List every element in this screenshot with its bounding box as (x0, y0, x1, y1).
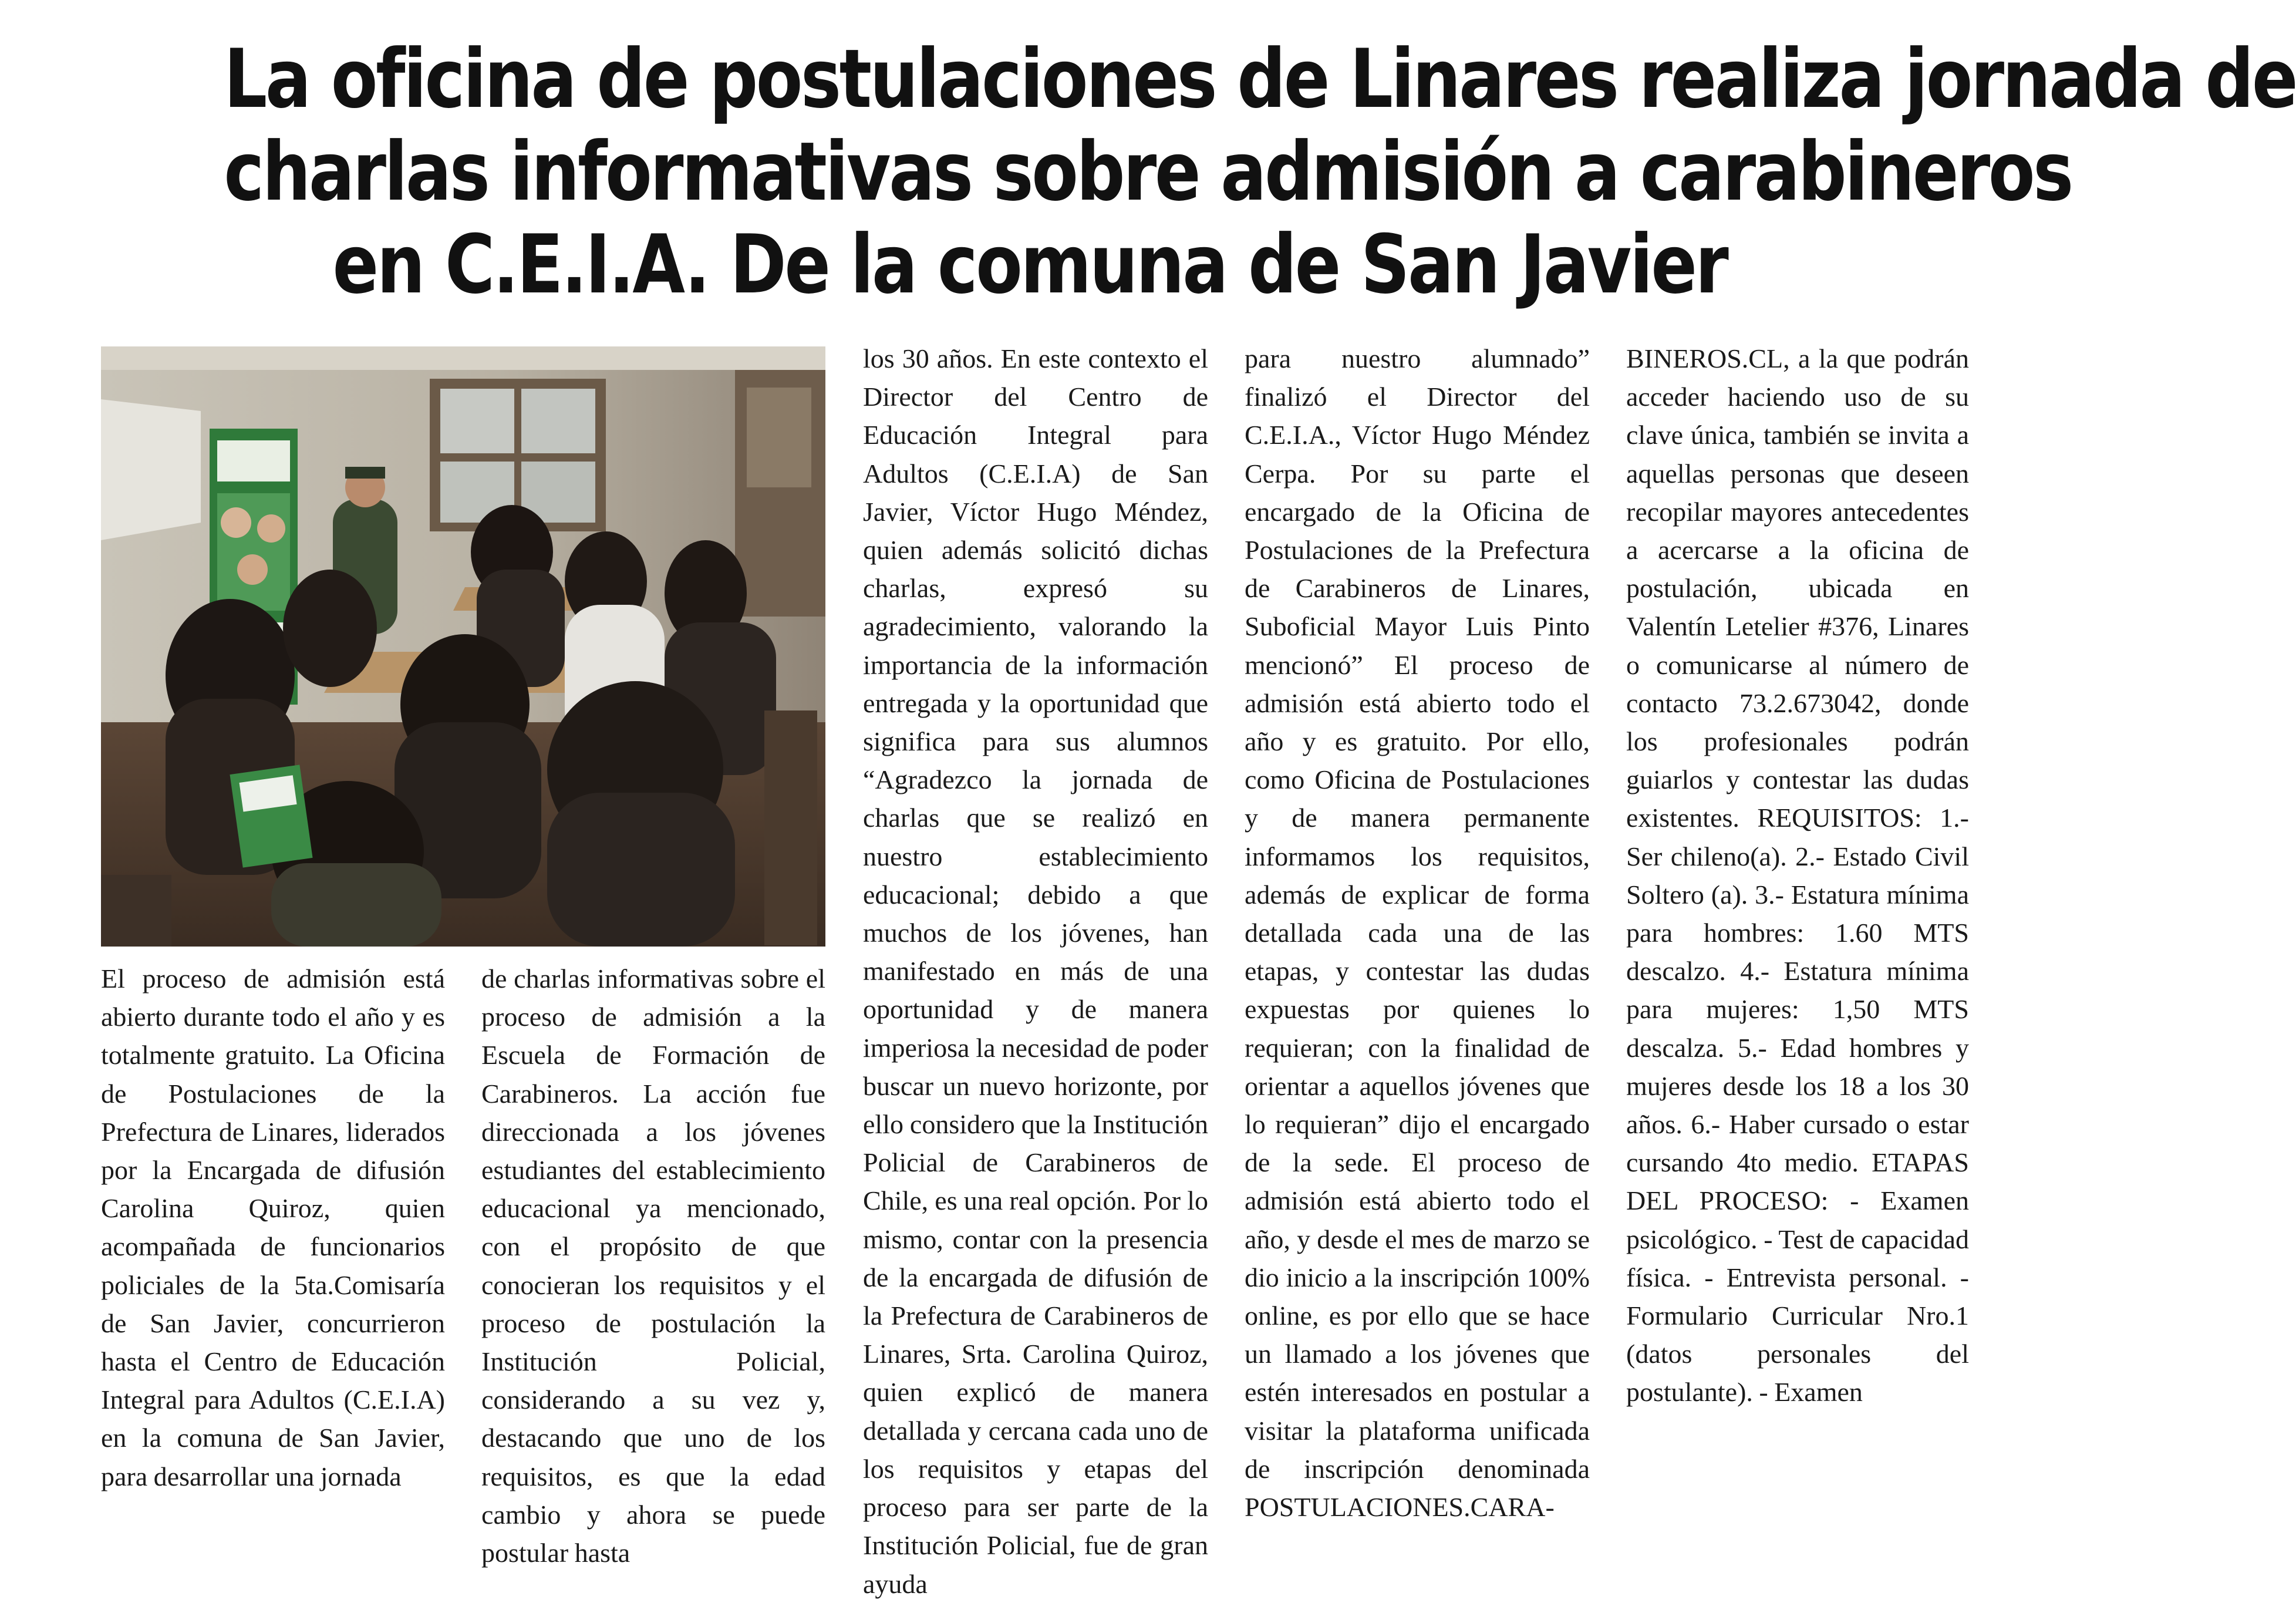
classroom-photo-illustration (101, 346, 825, 947)
headline (224, 32, 2296, 312)
classroom-photo (101, 346, 825, 947)
article-column-1: El proceso de admisión está abierto durante todo el año y es totalmente gratuito. La Oficina de Postulaciones de la Prefectura de Linares, liderados por la Encargada de difusión Carolina Quiroz, quien acompañada de funcionarios policiales de la 5ta.Comisaría de San Javier, concurrieron hasta el Centro de Educación Integral para Adultos (C.E.I.A) en la comuna de San Javier, para desarrollar una jornada (101, 964, 445, 1491)
headline-line-1: La oficina de postulaciones de Linares realiza jornada de (224, 32, 2296, 126)
article-column-4: para nuestro alumnado” finalizó el Director del C.E.I.A., Víctor Hugo Méndez Cerpa. Por su parte el encargado de la Oficina de Postulaciones de la Prefectura de Carabineros de Linares, Suboficial Mayor Luis Pinto mencionó” El proceso de admisión está abierto todo el año y es gratuito. Por ello, como Oficina de Postulaciones y de manera permanente informamos los requisitos, además de explicar de forma detallada cada una de las etapas, y contestar las dudas expuestas por quienes lo requieran; con la finalidad de orientar a aquellos jóvenes que lo requieran” dijo el encargado de la sede. El proceso de admisión está abierto todo el año, y desde el mes de marzo se dio inicio a la inscripción 100% online, es por ello que se hace un llamado a los jóvenes que estén interesados en postular a visitar la plataforma unificada de inscripción denominada POSTULACIONES.CARA- (1245, 344, 1590, 1523)
headline-line-3: en C.E.I.A. De la comuna de San Javier (332, 217, 1727, 312)
article-column-3: los 30 años. En este contexto el Director del Centro de Educación Integral para Adultos (C.E.I.A) de San Javier, Víctor Hugo Méndez, quien además solicitó dichas charlas, expresó su agradecimiento, valorando la importancia de la información entregada y la oportunidad que significa para sus alumnos “Agradezco la jornada de charlas que se realizó en nuestro establecimiento educacional; debido a que muchos de los jóvenes, han manifestado en más de una oportunidad y de manera imperiosa la necesidad de poder buscar un nuevo horizonte, por ello considero que la Institución Policial de Carabineros de Chile, es una real opción. Por lo mismo, contar con la presencia de la encargada de difusión de la Prefectura de Carabineros de Linares, Srta. Carolina Quiroz, quien explicó de manera detallada y cercana cada uno de los requisitos y etapas del proceso para ser parte de la Institución Policial, fue de gran ayuda (863, 344, 1208, 1599)
article-column-5: BINEROS.CL, a la que podrán acceder haciendo uso de su clave única, también se invita a aquellas personas que deseen recopilar mayores antecedentes a acercarse a la oficina de postulación, ubicada en Valentín Letelier #376, Linares o comunicarse al número de contacto 73.2.673042, donde los profesionales podrán guiarlos y contestar las dudas existentes. REQUISITOS: 1.- Ser chileno(a). 2.- Estado Civil Soltero (a). 3.- Estatura mínima para hombres: 1.60 MTS descalzo. 4.- Estatura mínima para mujeres: 1,50 MTS descalza. 5.- Edad hombres y mujeres desde los 18 a los 30 años. 6.- Haber cursado o estar cursando 4to medio. ETAPAS DEL PROCESO: - Examen psicológico. - Test de capacidad física. - Entrevista personal. - Formulario Curricular Nro.1 (datos personales del postulante). - Examen (1626, 344, 1969, 1407)
headline-line-2: charlas informativas sobre admisión a carabineros (224, 124, 2072, 219)
article-column-2: de charlas informativas sobre el proceso de admisión a la Escuela de Formación de Carabineros. La acción fue direccionada a los jóvenes estudiantes del establecimiento educacional ya mencionado, con el propósito de que conocieran los requisitos y el proceso de postulación la Institución Policial, considerando a su vez y, destacando que uno de los requisitos, es que la edad cambio y ahora se puede postular hasta (481, 964, 825, 1568)
